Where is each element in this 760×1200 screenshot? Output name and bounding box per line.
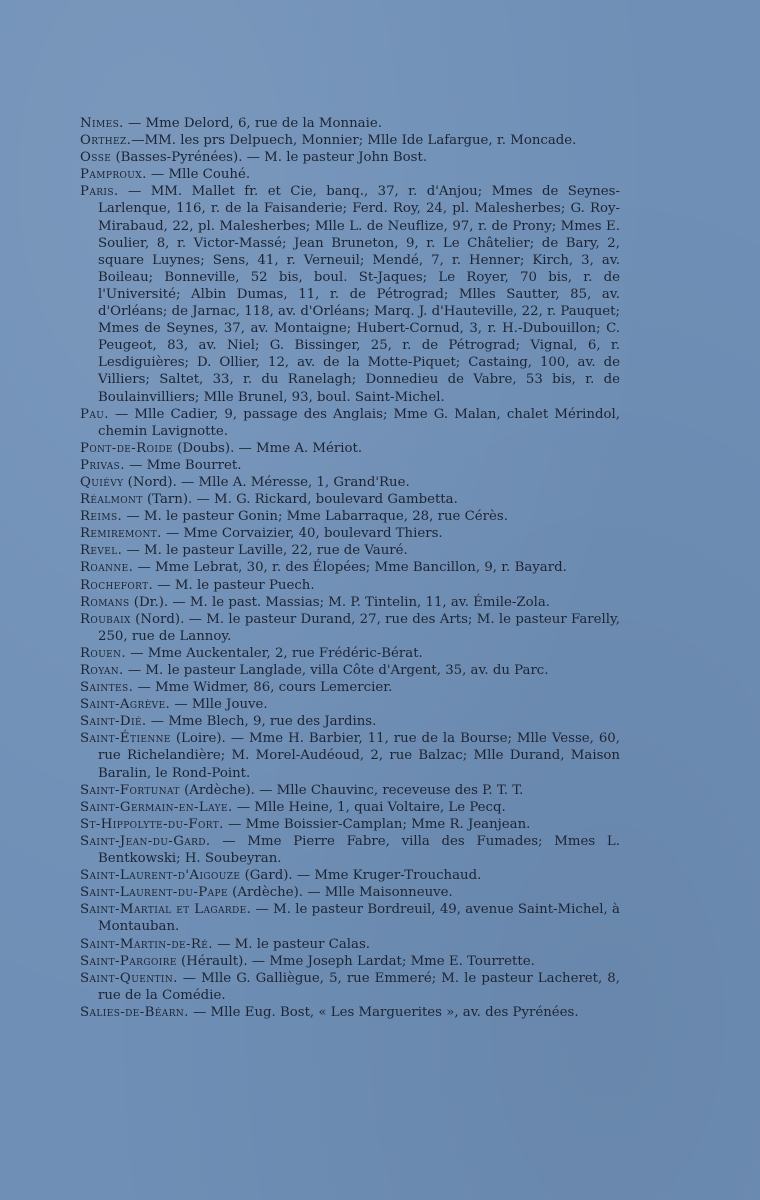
place-name: Paris. [80,184,119,200]
place-name: Saint-Agrève. [80,697,171,713]
list-item [80,577,620,594]
entry-text: (Nord). — M. le pasteur Durand, 27, rue des Arts; M. le pasteur Farelly, 250, rue de Lannoy. [98,611,620,644]
entry-text: — Mlle Cadier, 9, passage des Anglais; Mme G. Malan, chalet Mérindol, chemin Lavignotte. [98,406,620,439]
entry-text: —MM. les prs Delpuech, Monnier; Mlle Ide Lafargue, r. Moncade. [131,133,577,149]
list-item [80,936,620,953]
place-name: Privas. [80,457,125,473]
list-item [80,183,620,405]
list-item [80,730,620,781]
entry-text: — M. le pasteur Bordreuil, 49, avenue Saint-Michel, à Montauban. [98,902,620,935]
list-item [80,457,620,474]
place-name: St-Hippolyte-du-Fort. [80,816,224,832]
place-name: Roanne. [80,560,134,576]
place-name: Réalmont [80,492,143,508]
place-name: Salies-de-Béarn. [80,1004,189,1020]
list-item [80,782,620,799]
place-name: Reims. [80,509,123,525]
place-name: Romans [80,594,130,610]
list-item [80,149,620,166]
place-name: Saint-Pargoire [80,953,177,969]
list-item [80,816,620,833]
list-item [80,662,620,679]
entry-text: — Mme Blech, 9, rue des Jardins. [146,714,377,730]
list-item [80,696,620,713]
list-item [80,611,620,645]
place-name: Saint-Quentin. [80,970,178,986]
place-name: Saint-Fortunat [80,782,180,798]
list-item [80,884,620,901]
entry-text: — M. le pasteur Gonin; Mme Labarraque, 28, rue Cérès. [122,509,508,525]
entry-text: (Doubs). — Mme A. Mériot. [172,440,363,456]
list-item [80,525,620,542]
entry-text: — Mlle Couhé. [146,167,251,183]
entry-text: — Mme Delord, 6, rue de la Monnaie. [123,116,382,131]
list-item [80,440,620,457]
place-name: Roubaix [80,611,131,627]
list-item [80,132,620,149]
place-name: Saint-Étienne [80,731,171,747]
list-item [80,713,620,730]
entry-text: — M. le pasteur Calas. [212,936,371,952]
place-name: Saintes. [80,680,134,696]
list-item [80,970,620,1004]
list-item [80,867,620,884]
place-name: Royan. [80,663,124,678]
entry-text: — Mlle Jouve. [170,697,268,713]
entry-text: (Loire). — Mme H. Barbier, 11, rue de la Bourse; Mlle Vesse, 60, rue Richelandière; M. Morel-Audéoud, 2, rue Balzac; Mlle Durand, Maison Baralin, le Rond-Point. [98,731,620,781]
entry-text: (Dr.). — M. le past. Massias; M. P. Tintelin, 11, av. Émile-Zola. [129,594,551,610]
list-item [80,559,620,576]
entry-text: — MM. Mallet fr. et Cie, banq., 37, r. d'Anjou; Mmes de Seynes-Larlenque, 116, r. de la Faisanderie; Ferd. Roy, 24, pl. Malesherbes; G. Roy-Mirabaud, 22, pl. Malesherbes; Mlle L. de Neuflize, 97, r. de Prony; Mmes E. Soulier, 8, r. Victor-Massé; Jean Bruneton, 9, r. Le Châtelier; de Bary, 2, square Luynes; Sens, 41, r. Verneuil; Mendé, 7, r. Henner; Kirch, 3, av. Boileau; Bonneville, 52 bis, boul. St-Jaques; Le Royer, 70 bis, r. de l'Université; Albin Dumas, 11, r. de Pétrograd; Mlles Sautter, 85, av. d'Orléans; de Jarnac, 118, av. d'Orléans; Marq. J. d'Hauteville, 22, r. Pauquet; Mmes de Seynes, 37, av. Montaigne; Hubert-Cornud, 3, r. H.-Dubouillon; C. Peugeot, 83, av. Niel; G. Bissinger, 25, r. de Pétrograd; Vignal, 6, r. Lesdiguières; D. Ollier, 12, av. de la Motte-Piquet; Castaing, 100, av. de Villiers; Saltet, 33, r. du Ranelagh; Donnedieu de Vabre, 53 bis, r. de Boulainvilliers; Mlle Brunel, 93, boul. Saint-Michel. [98,184,620,405]
entry-text: — Mme Bourret. [124,457,242,473]
list-item [80,474,620,491]
list-item [80,833,620,867]
list-item [80,799,620,816]
place-name: Quiévy [80,474,124,490]
list-item [80,491,620,508]
place-name: Saint-Dié. [80,714,147,730]
place-name: Rouen. [80,645,127,661]
entry-text: — M. le pasteur Laville, 22, rue de Vauré. [122,543,408,559]
entry-text: — Mme Lebrat, 30, r. des Élopées; Mme Bancillon, 9, r. Bayard. [133,560,567,576]
entry-text: (Basses-Pyrénées). — M. le pasteur John Bost. [111,150,428,166]
list-item [80,901,620,935]
list-item [80,1004,620,1021]
place-name: Saint-Jean-du-Gard. [80,833,211,849]
entry-text: — M. le pasteur Langlade, villa Côte d'Argent, 35, av. du Parc. [123,663,549,678]
place-name: Rochefort. [80,577,154,593]
entry-text: — Mlle G. Galliègue, 5, rue Emmeré; M. le pasteur Lacheret, 8, rue de la Comédie. [98,970,620,1003]
place-name: Orthez. [80,133,132,149]
place-name: Revel. [80,543,123,559]
list-item [80,542,620,559]
place-name: Saint-Martial et Lagarde. [80,902,252,918]
entry-text: (Ardèche). — Mlle Chauvinc, receveuse des P. T. T. [179,782,524,798]
place-name: Saint-Laurent-d'Aigouze [80,868,241,884]
place-name: Pont-de-Roide [80,440,173,456]
entry-text: — Mme Auckentaler, 2, rue Frédéric-Bérat. [126,645,423,661]
list-item [80,406,620,440]
entry-text: (Tarn). — M. G. Rickard, boulevard Gambetta. [142,492,458,508]
place-name: Osse [80,150,112,166]
place-name: Saint-Laurent-du-Pape [80,885,228,901]
entry-text: — Mme Boissier-Camplan; Mme R. Jeanjean. [223,816,531,832]
place-name: Pamproux. [80,167,147,183]
place-name: Nimes. [80,116,124,131]
entry-text: — Mlle Eug. Bost, « Les Marguerites », av. des Pyrénées. [188,1004,579,1020]
place-name: Pau. [80,406,109,422]
entry-text: (Gard). — Mme Kruger-Trouchaud. [240,868,482,884]
list-item [80,508,620,525]
entry-text: — Mme Pierre Fabre, villa des Fumades; Mmes L. Bentkowski; H. Soubeyran. [98,833,620,867]
entry-text: — Mme Corvaizier, 40, boulevard Thiers. [161,526,443,542]
entry-text: — Mme Widmer, 86, cours Lemercier. [133,680,393,696]
list-item [80,115,620,132]
list-item [80,594,620,611]
entry-text: — M. le pasteur Puech. [153,577,315,593]
list-item [80,953,620,970]
place-name: Remiremont. [80,526,162,542]
entry-text: (Ardèche). — Mlle Maisonneuve. [227,885,453,901]
entry-text: (Nord). — Mlle A. Méresse, 1, Grand'Rue. [123,474,410,490]
entry-text: (Hérault). — Mme Joseph Lardat; Mme E. Tourrette. [176,953,535,969]
place-name: Saint-Martin-de-Ré. [80,936,213,952]
place-name: Saint-Germain-en-Laye. [80,799,233,815]
list-item [80,645,620,662]
entry-text: — Mlle Heine, 1, quai Voltaire, Le Pecq. [232,799,506,815]
list-item [80,679,620,696]
list-item [80,166,620,183]
address-list [80,115,620,1021]
